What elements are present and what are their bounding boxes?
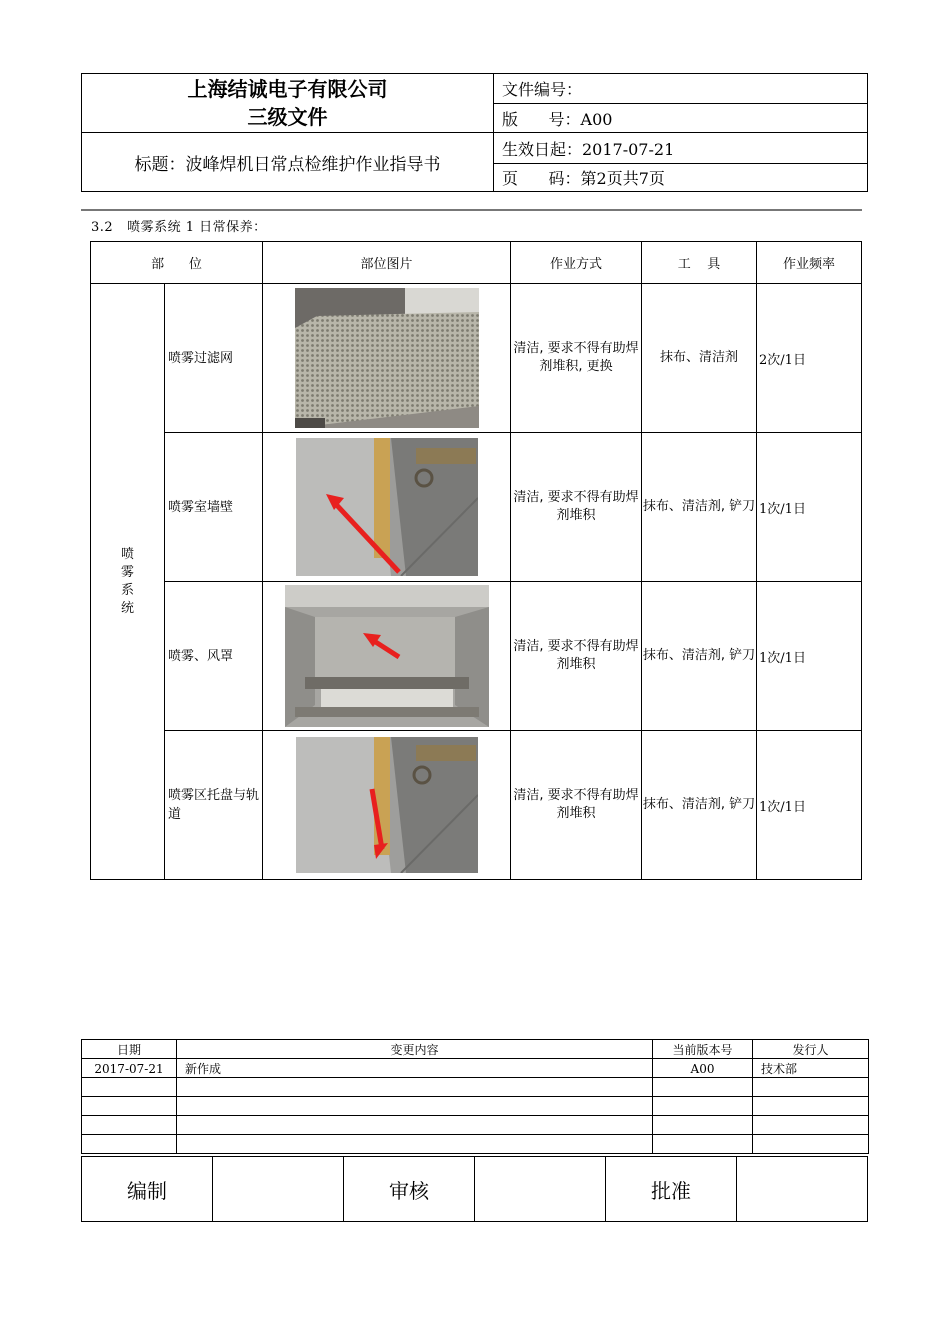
maintenance-table [90,241,862,880]
part-picture-cell [263,582,511,731]
revision-table [81,1039,869,1154]
section-title: 3.2 喷雾系统 1 日常保养： [91,220,267,235]
company-name: 上海结诚电子有限公司 [187,77,388,102]
part-picture-cell [263,731,511,880]
effective-date: 生效日起：2017-07-21 [494,133,868,163]
approve-label: 批准 [606,1157,737,1222]
page-number: 页 码：第2页共7页 [494,163,868,191]
review-label: 审核 [344,1157,475,1222]
revision-header-version: 当前版本号 [653,1040,753,1059]
frequency: 2次/1日 [757,284,862,433]
tools: 抹布、清洁剂 [642,284,757,433]
spray-hood-photo-icon [285,585,489,727]
approve-signature [737,1157,868,1222]
work-method: 清洁, 要求不得有助焊剂堆积 [511,582,642,731]
work-method: 清洁, 要求不得有助焊剂堆积 [511,433,642,582]
work-method: 清洁, 要求不得有助焊剂堆积, 更换 [511,284,642,433]
system-label: 喷 雾 系 统 [120,546,134,616]
part-name: 喷雾区托盘与轨道 [165,731,263,880]
revision-row [82,1078,869,1097]
revision-row [82,1097,869,1116]
compile-label: 编制 [82,1157,213,1222]
revision-date: 2017-07-21 [82,1059,177,1078]
doc-version: 版 号：A00 [494,104,868,133]
frequency: 1次/1日 [757,433,862,582]
compile-signature [213,1157,344,1222]
header-divider [81,209,862,211]
revision-header-issuer: 发行人 [753,1040,869,1059]
doc-number: 文件编号： [494,74,868,104]
tray-rail-photo-icon [296,737,478,873]
revision-content: 新作成 [177,1059,653,1078]
table-row [91,582,862,731]
spray-chamber-wall-photo-icon [296,438,478,576]
company-cell [82,74,494,133]
revision-row [82,1135,869,1154]
part-picture-cell [263,284,511,433]
tools: 抹布、清洁剂, 铲刀 [642,582,757,731]
revision-row [82,1116,869,1135]
part-name: 喷雾过滤网 [165,284,263,433]
header-frequency: 作业频率 [757,242,862,284]
approval-table [81,1156,868,1222]
revision-header-row [82,1040,869,1059]
frequency: 1次/1日 [757,582,862,731]
frequency: 1次/1日 [757,731,862,880]
header-tool: 工 具 [642,242,757,284]
work-method: 清洁, 要求不得有助焊剂堆积 [511,731,642,880]
part-name: 喷雾、风罩 [165,582,263,731]
system-cell [91,284,165,880]
doc-title: 标题：波峰焊机日常点检维护作业指导书 [82,133,494,192]
tools: 抹布、清洁剂, 铲刀 [642,731,757,880]
revision-version: A00 [653,1059,753,1078]
revision-issuer: 技术部 [753,1059,869,1078]
table-row [91,284,862,433]
filter-mesh-photo-icon [295,288,479,428]
part-picture-cell [263,433,511,582]
review-signature [475,1157,606,1222]
document-header [81,73,868,192]
tools: 抹布、清洁剂, 铲刀 [642,433,757,582]
revision-header-date: 日期 [82,1040,177,1059]
header-picture: 部位图片 [263,242,511,284]
header-part: 部 位 [91,242,263,284]
document-level: 三级文件 [247,105,328,130]
revision-header-content: 变更内容 [177,1040,653,1059]
header-method: 作业方式 [511,242,642,284]
revision-row [82,1059,869,1078]
table-header-row [91,242,862,284]
table-row [91,433,862,582]
part-name: 喷雾室墙壁 [165,433,263,582]
table-row [91,731,862,880]
